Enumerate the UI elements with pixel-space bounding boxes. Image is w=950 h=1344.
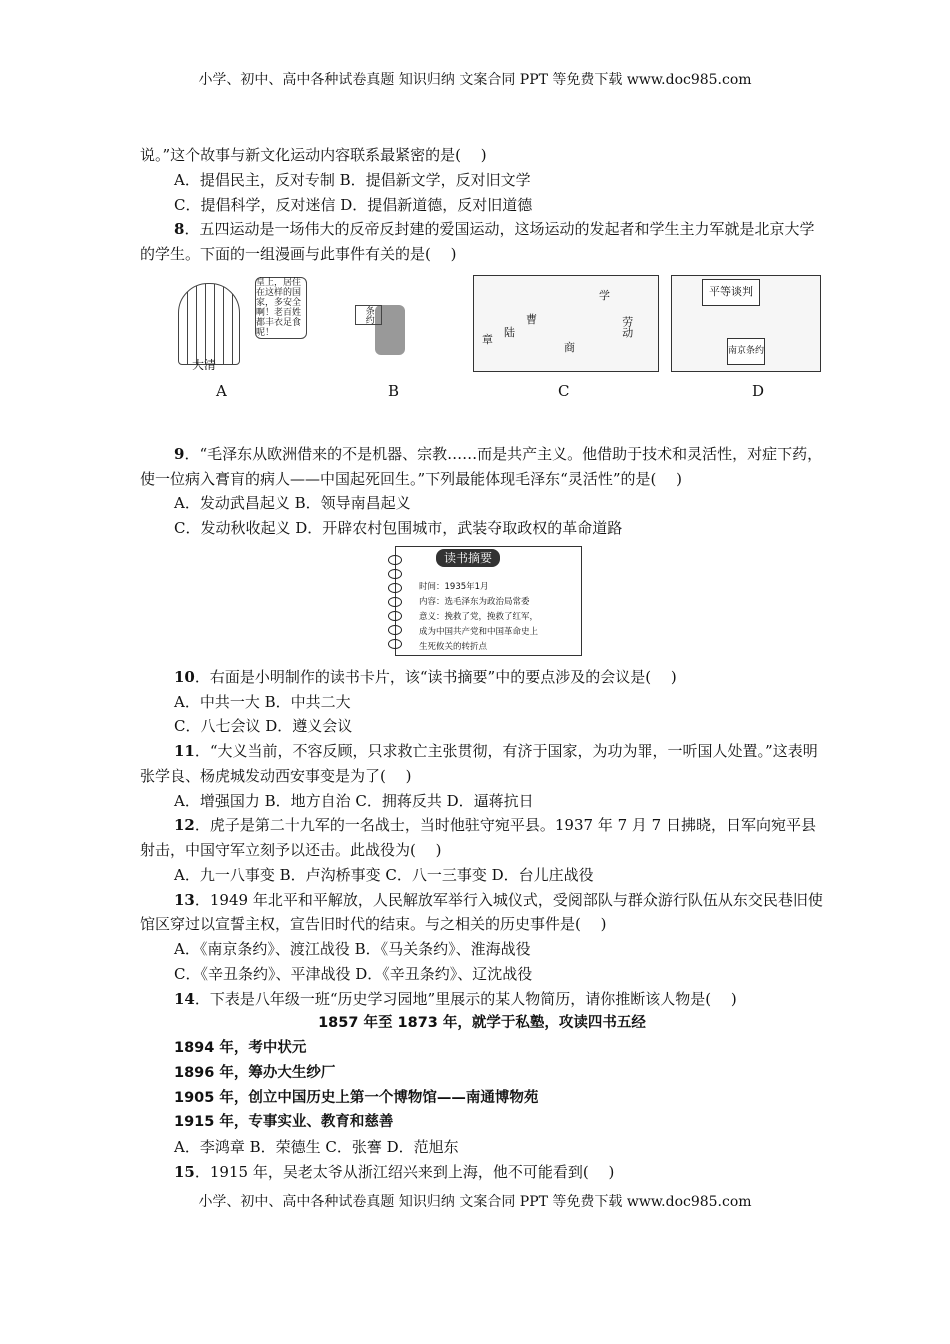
comic-a-cage-label: 大清 (192, 357, 217, 370)
bio-row: 1857 年至 1873 年，就学于私塾，攻读四书五经 (318, 1015, 646, 1032)
q15-stem (140, 1160, 824, 1185)
q12-options: A．九一八事变 B．卢沟桥事变 C．八一三事变 D．台儿庄战役 (174, 865, 594, 884)
comic-c-label: C (558, 381, 570, 400)
q9-text: ．“毛泽东从欧洲借来的不是机器、宗教……而是共产主义。他借助于技术和灵活性，对症下药，使一位病入膏肓的病人——中国起死回生。”下列最能体现毛泽东“灵活性”的是( ) (140, 444, 823, 488)
reading-card-line: 成为中国共产党和中国革命史上 (419, 626, 539, 637)
reading-card (140, 541, 824, 665)
q11-stem (140, 739, 824, 789)
q10-stem (140, 665, 824, 690)
comic-a-label: A (216, 381, 227, 400)
q10-options-ab: A．中共一大 B．中共二大 (174, 692, 351, 711)
q8-comics (140, 267, 824, 442)
comic-c-label: 曹 (526, 312, 537, 326)
comic-c-label: 劳动 (620, 315, 634, 338)
q10-options-cd: C．八七会议 D．遵义会议 (174, 717, 353, 736)
comic-d-treaty-label: 南京条约 (727, 338, 765, 365)
bio-row: 1905 年，创立中国历史上第一个博物馆——南通博物苑 (174, 1089, 539, 1106)
comic-c-label: 商 (564, 340, 575, 354)
q14-text: ．下表是八年级一班“历史学习园地”里展示的某人物简历，请你推断该人物是( ) (194, 989, 737, 1008)
reading-card-line: 生死攸关的转折点 (419, 641, 488, 652)
q8-text: ．五四运动是一场伟大的反帝反封建的爱国运动，这场运动的发起者和学生主力军就是北京大学的学生。下面的一组漫画与此事件有关的是( ) (140, 220, 815, 263)
comic-d-label: D (752, 381, 765, 400)
comic-d (671, 275, 821, 372)
comic-b-label: B (388, 381, 400, 400)
bio-row: 1896 年，筹办大生纱厂 (174, 1064, 336, 1081)
bio-row: 1915 年，专事实业、教育和慈善 (174, 1114, 394, 1131)
q7-options-cd: C．提倡科学，反对迷信 D．提倡新道德，反对旧道德 (174, 195, 533, 214)
q9-number: 9 (174, 444, 185, 463)
page-header: 小学、初中、高中各种试卷真题 知识归纳 文案合同 PPT 等免费下载 www.doc985.com (198, 72, 752, 88)
comic-c-label: 陆 (504, 325, 515, 339)
q10-text: ．右面是小明制作的读书卡片，该“读书摘要”中的要点涉及的会议是( ) (194, 667, 677, 686)
q13-text: ．1949 年北平和平解放，人民解放军举行入城仪式，受阅部队与群众游行队伍从东交民巷旧使馆区穿过以宣誓主权，宣告旧时代的结束。与之相关的历史事件是( ) (140, 890, 823, 934)
reading-card-line: 时间：1935年1月 (419, 581, 489, 592)
q11-text: ．“大义当前，不容反顾，只求救亡主张贯彻，有济于国家，为功为罪，一听国人处置。”这表明张学良、杨虎城发动西安事变是为了( ) (140, 742, 818, 785)
q13-options-ab: A．《南京条约》、渡江战役 B．《马关条约》、淮海战役 (174, 940, 531, 958)
q11-number: 11 (174, 742, 195, 760)
q7-options-ab: A．提倡民主，反对专制 B．提倡新文学，反对旧文学 (174, 170, 531, 189)
q12-number: 12 (174, 816, 195, 835)
comic-c-label: 学 (599, 288, 610, 302)
q12-text: ．虎子是第二十九军的一名战士，当时他驻守宛平县。1937 年 7 月 7 日拂晓，日军向宛平县射击，中国守军立刻予以还击。此战役为( ) (140, 816, 816, 859)
reading-card-line: 内容：选毛泽东为政治局常委 (419, 596, 530, 607)
comic-a (170, 275, 310, 370)
comic-c-label: 章 (482, 332, 493, 346)
q11-options: A．增强国力 B．地方自治 C．拥蒋反共 D．逼蒋抗日 (174, 791, 534, 810)
q10-number: 10 (174, 667, 195, 686)
document-body (140, 143, 824, 1185)
comic-b (350, 275, 430, 370)
q9-options-cd: C．发动秋收起义 D．开辟农村包围城市，武装夺取政权的革命道路 (174, 519, 623, 537)
reading-card-line: 意义：挽救了党，挽救了红军， (419, 611, 539, 622)
comic-d-banner: 平等谈判 (702, 279, 760, 306)
q15-text: ．1915 年，吴老太爷从浙江绍兴来到上海，他不可能看到( ) (194, 1162, 615, 1181)
q9-options-ab: A．发动武昌起义 B．领导南昌起义 (174, 494, 411, 513)
comic-b-treaty-label: 条约 (355, 305, 382, 325)
page-footer: 小学、初中、高中各种试卷真题 知识归纳 文案合同 PPT 等免费下载 www.doc985.com (198, 1194, 752, 1210)
q8-stem (140, 217, 824, 267)
q12-stem (140, 813, 824, 863)
comic-c (473, 275, 659, 372)
q13-options-cd: C．《辛丑条约》、平津战役 D．《辛丑条约》、辽沈战役 (174, 964, 533, 983)
q15-number: 15 (174, 1162, 195, 1181)
q14-stem (140, 987, 824, 1012)
q14-number: 14 (174, 989, 195, 1008)
q8-number: 8 (174, 220, 185, 239)
q13-number: 13 (174, 890, 195, 909)
q14-options: A．李鸿章 B．荣德生 C．张謇 D．范旭东 (174, 1138, 459, 1156)
reading-card-title: 读书摘要 (436, 549, 500, 567)
q9-stem (140, 442, 824, 492)
bio-row: 1894 年，考中状元 (174, 1040, 307, 1056)
reading-card-box (395, 546, 582, 656)
q13-stem (140, 888, 824, 938)
q7-continuation: 说。”这个故事与新文化运动内容联系最紧密的是( ) (140, 146, 487, 164)
comic-a-speech: 皇上，居住在这样的国家，多安全啊！老百姓都丰衣足食呢！ (255, 277, 307, 339)
